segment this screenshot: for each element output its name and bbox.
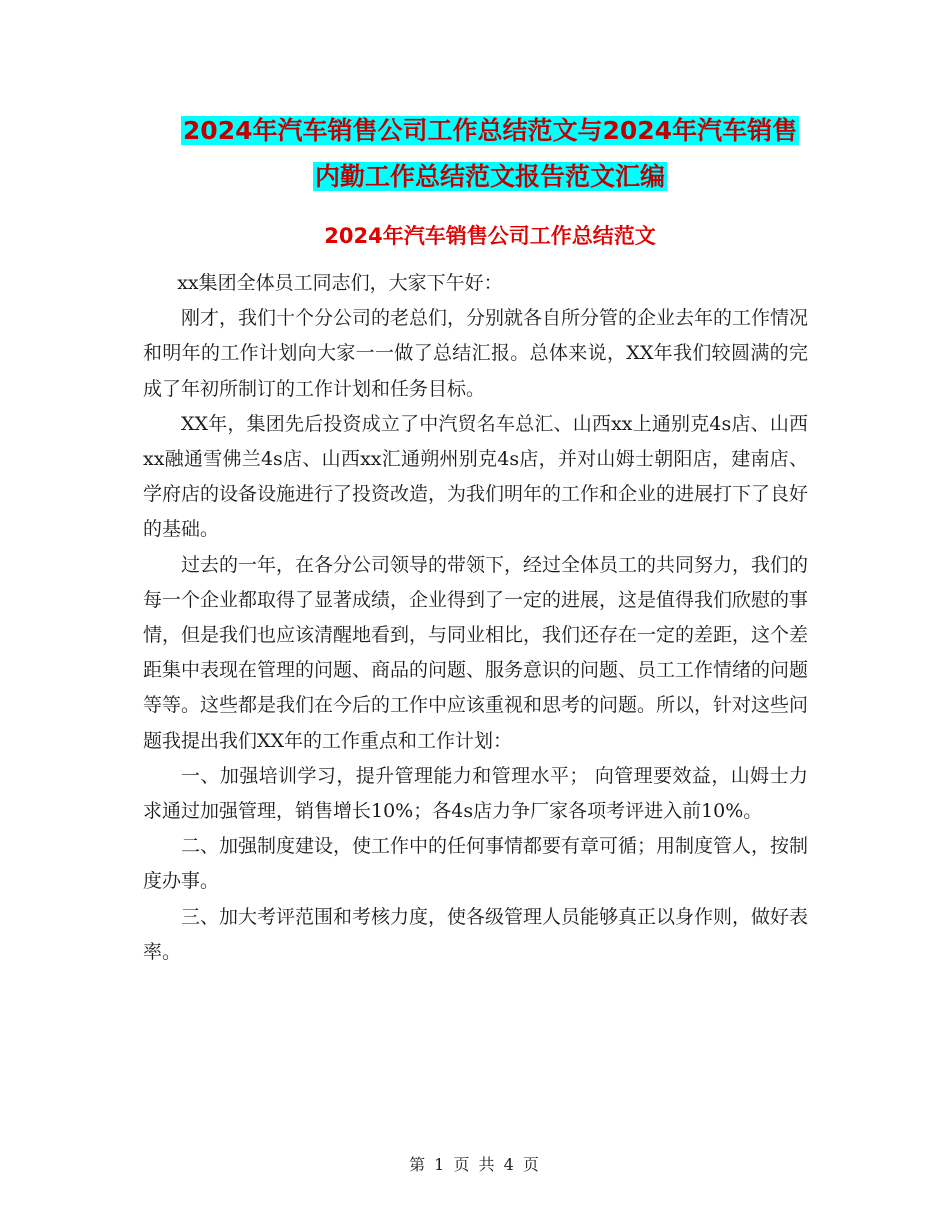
document-title-line-2: 内勤工作总结范文报告范文汇编 <box>314 162 665 191</box>
paragraph: 刚才，我们十个分公司的老总们，分别就各自所分管的企业去年的工作情况和明年的工作计划向大家一一做了总结汇报。总体来说，XX年我们较圆满的完成了年初所制订的工作计划和任务目标。 <box>143 307 809 400</box>
document-title-line-1: 2024年汽车销售公司工作总结范文与2024年汽车销售 <box>182 116 798 145</box>
section-title: 2024年汽车销售公司工作总结范文 <box>324 224 656 248</box>
document-body <box>143 266 808 970</box>
paragraph: 二、加强制度建设，使工作中的任何事情都要有章可循；用制度管人，按制度办事。 <box>143 835 809 893</box>
paragraph: 过去的一年，在各分公司领导的带领下，经过全体员工的共同努力，我们的每一个企业都取得了显著成绩，企业得到了一定的进展，这是值得我们欣慰的事情，但是我们也应该清醒地看到，与同业相比，我们还存在一定的差距，这个差距集中表现在管理的问题、商品的问题、服务意识的问题、员工工作情绪的问题等等。这些都是我们在今后的工作中应该重视和思考的问题。所以，针对这些问题我提出我们XX年的工作重点和工作计划： <box>143 553 809 752</box>
document-title <box>140 108 840 200</box>
page-footer: 第 1 页 共 4 页 <box>409 1155 541 1174</box>
paragraph-greeting: xx集团全体员工同志们，大家下午好： <box>177 272 503 294</box>
paragraph: 三、加大考评范围和考核力度，使各级管理人员能够真正以身作则，做好表率。 <box>143 905 809 963</box>
paragraph: XX年，集团先后投资成立了中汽贸名车总汇、山西xx上通别克4s店、山西xx融通雪佛兰4s店、山西xx汇通朔州别克4s店，并对山姆士朝阳店，建南店、学府店的设备设施进行了投资改造，为我们明年的工作和企业的进展打下了良好的基础。 <box>143 412 809 541</box>
paragraph: 一、加强培训学习，提升管理能力和管理水平； 向管理要效益，山姆士力求通过加强管理，销售增长10%；各4s店力争厂家各项考评进入前10%。 <box>143 764 808 823</box>
